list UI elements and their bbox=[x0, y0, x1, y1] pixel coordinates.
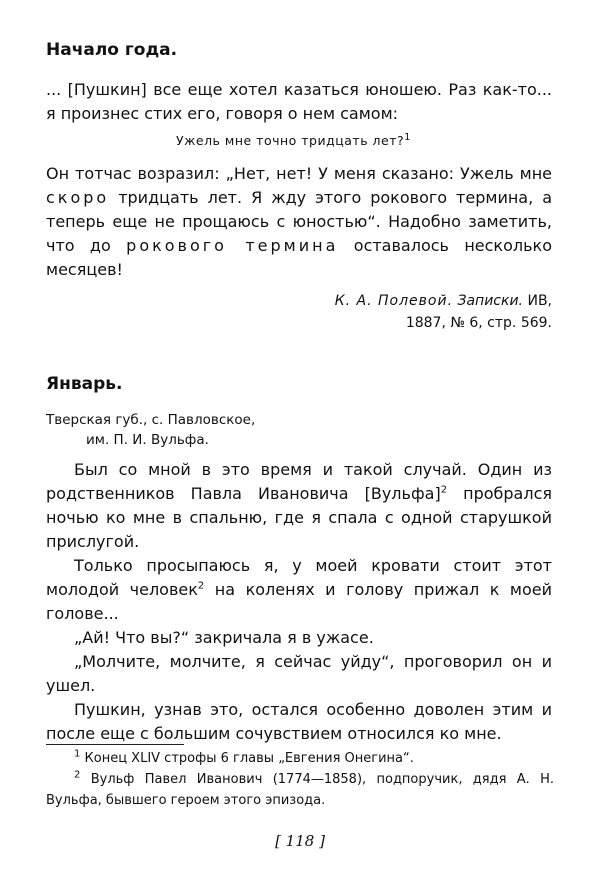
footnote-ref-2a: 2 bbox=[440, 484, 448, 496]
paragraph-reply: „Молчите, молчите, я сейчас уйду“, проговорил он и ушел. bbox=[46, 652, 552, 695]
citation-publication: ИВ, bbox=[527, 293, 552, 309]
location-line-2: им. П. И. Вульфа. bbox=[86, 432, 209, 448]
footnote-1: $^1$ Конец XLIV строфы 6 главы „Евгения Онегина“. bbox=[74, 748, 414, 766]
footnote-ref-1: 1 bbox=[404, 131, 412, 143]
page-number: [ 118 ] bbox=[275, 832, 325, 850]
footnote-divider bbox=[46, 744, 184, 745]
citation-author: К. А. Полевой. bbox=[334, 293, 454, 309]
paragraph-pushkin-pleased: Пушкин, узнав это, остался особенно доволен этим и после еще с большим сочувствием относился ко мне. bbox=[46, 700, 552, 743]
poem-quote-line: Ужель мне точно тридцать лет?$^1$ bbox=[176, 131, 412, 148]
footnote-ref-2b: 2 bbox=[197, 580, 205, 592]
citation-work: Записки. bbox=[457, 293, 524, 309]
section-heading-start-of-year: Начало года. bbox=[46, 40, 178, 60]
footnote-2: $^2$ Вульф Павел Иванович (1774—1858), подпоручик, дядя А. Н. Вульфа, бывшего героем этого эпизода. bbox=[46, 769, 554, 808]
source-citation bbox=[335, 290, 552, 334]
paragraph-pushkin-reply: Он тотчас возразил: „Нет, нет! У меня сказано: Ужель мне скоро тридцать лет. Я жду этого рокового термина, а теперь еще не прощаюсь с юностью“. Надобно заметить, что до рокового термина оставалось несколько месяцев! bbox=[46, 164, 552, 279]
location-line-1: Тверская губ., с. Павловское, bbox=[46, 412, 256, 428]
paragraph-exclamation: „Ай! Что вы?“ закричала я в ужасе. bbox=[74, 628, 374, 647]
spaced-emphasis-word: скоро bbox=[46, 188, 110, 207]
paragraph-incident: Был со мной в это время и такой случай. Один из родственников Павла Ивановича [Вульфа]$^2$ пробрался ночью ко мне в спальню, где я спала с одной старушкой прислугой. bbox=[46, 460, 553, 551]
section-heading-january: Январь. bbox=[46, 374, 123, 394]
paragraph-quote-intro: ... [Пушкин] все еще хотел казаться юношею. Раз как-то... я произнес стих его, говоря о нем самом: bbox=[46, 80, 552, 123]
spaced-emphasis-phrase: рокового термина bbox=[126, 236, 339, 255]
citation-details: 1887, № 6, стр. 569. bbox=[405, 315, 552, 331]
paragraph-waking: Только просыпаюсь я, у моей кровати стоит этот молодой человек$^2$ на коленях и голову прижал к моей голове... bbox=[46, 556, 552, 623]
